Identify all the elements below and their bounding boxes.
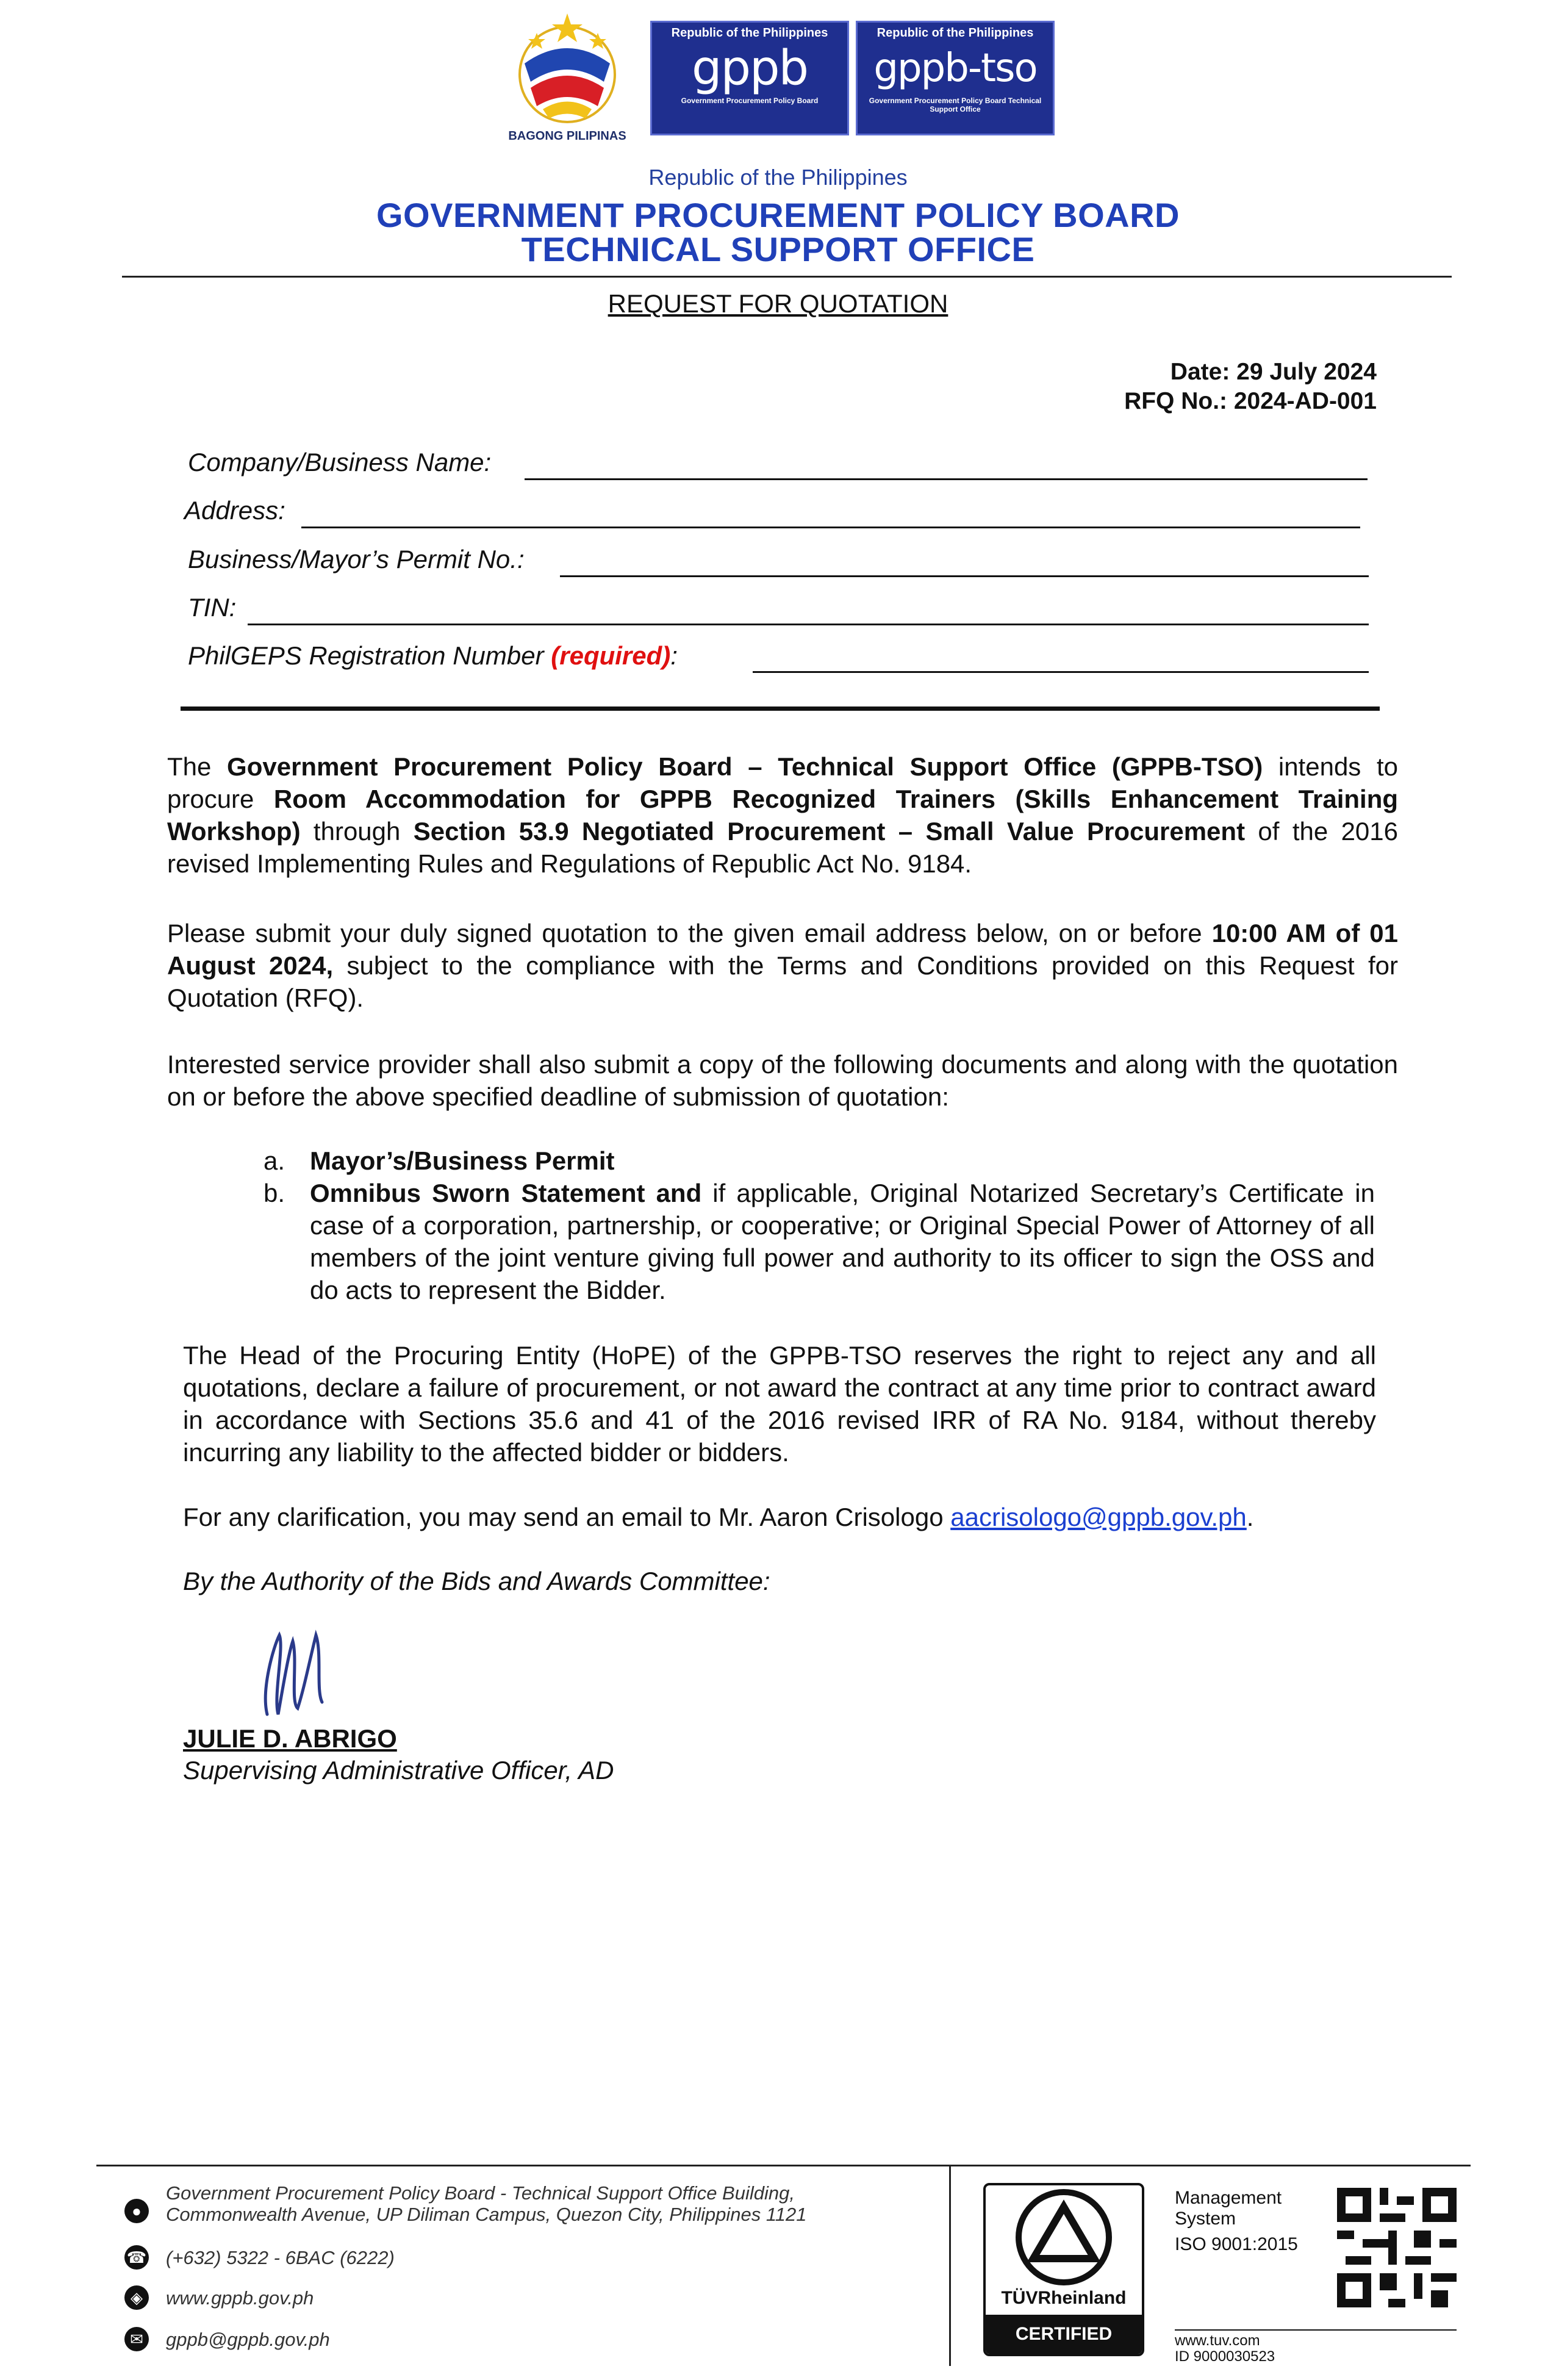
tin-line: [248, 624, 1369, 625]
list-marker-a: a.: [264, 1146, 285, 1175]
phone-icon: ☎: [124, 2245, 149, 2270]
management-system-text: [1175, 2188, 1298, 2255]
p1-mode: Section 53.9 Negotiated Procurement – Small Value Procurement: [413, 817, 1246, 846]
company-name-line: [525, 478, 1368, 480]
p1-text2: intends to procure: [167, 752, 1398, 813]
qr-code-icon: [1337, 2188, 1457, 2307]
gppb-logo: [650, 21, 849, 135]
header-logos: [500, 0, 1049, 153]
permit-line: [560, 575, 1369, 577]
tuv-id-divider: [1175, 2329, 1457, 2331]
ms-line3: ISO 9001:2015: [1175, 2234, 1298, 2254]
philgeps-required: (required): [551, 641, 671, 670]
p1-text3: through: [300, 817, 414, 846]
p1-project: Room Accommodation for GPPB Recognized Trainers (Skills Enhancement Training Workshop): [167, 785, 1398, 846]
footer-divider: [96, 2165, 1471, 2166]
footer-address-line1: Government Procurement Policy Board - Technical Support Office Building,: [166, 2182, 795, 2204]
tuv-certified-label: CERTIFIED: [986, 2315, 1142, 2354]
header-republic: Republic of the Philippines: [648, 165, 908, 190]
tuv-brand: TÜVRheinland: [1001, 2288, 1127, 2308]
authority-line: By the Authority of the Bids and Awards Committee:: [183, 1567, 770, 1595]
tuv-contact: [1175, 2333, 1275, 2365]
header-divider: [122, 276, 1452, 278]
address-line: [301, 527, 1360, 528]
bagong-pilipinas-label: BAGONG PILIPINAS: [508, 129, 626, 143]
header-agency-line2: TECHNICAL SUPPORT OFFICE: [521, 230, 1035, 268]
list-item-a: Mayor’s/Business Permit: [310, 1146, 615, 1175]
footer-phone: (+632) 5322 - 6BAC (6222): [166, 2247, 395, 2268]
signatory-name: JULIE D. ABRIGO: [183, 1724, 397, 1753]
signatory-position: Supervising Administrative Officer, AD: [183, 1756, 614, 1785]
submission-paragraph: [167, 917, 1398, 1014]
ms-line1: Management: [1175, 2188, 1282, 2208]
footer-vertical-divider: [949, 2165, 951, 2366]
documents-paragraph: Interested service provider shall also submit a copy of the following documents and along with the quotation on or before the above specified deadline of submission of quotation:: [167, 1050, 1398, 1111]
permit-label: Business/Mayor’s Permit No.:: [188, 545, 525, 573]
philgeps-colon: :: [670, 641, 678, 670]
contact-email-link[interactable]: aacrisologo@gppb.gov.ph: [950, 1503, 1247, 1531]
p5-text: For any clarification, you may send an email to Mr. Aaron Crisologo: [183, 1503, 951, 1531]
gppb-tso-logo: [856, 21, 1055, 135]
philgeps-line: [753, 671, 1369, 673]
list-item-b-bold: Omnibus Sworn Statement and: [310, 1179, 702, 1207]
company-name-label: Company/Business Name:: [188, 448, 492, 476]
gppb-logo-top: Republic of the Philippines: [671, 26, 828, 40]
mail-icon: ✉: [124, 2327, 149, 2351]
ms-line2: System: [1175, 2209, 1236, 2229]
document-rfq-number: RFQ No.: 2024-AD-001: [1124, 388, 1377, 414]
header-agency-line1: GOVERNMENT PROCUREMENT POLICY BOARD: [376, 196, 1180, 234]
tuv-id: ID 9000030523: [1175, 2348, 1275, 2365]
bagong-pilipinas-logo: [500, 9, 634, 131]
tuv-url: www.tuv.com: [1175, 2332, 1260, 2349]
philgeps-label: [188, 641, 678, 670]
gppb-logo-mark: gppb: [691, 41, 808, 96]
gppb-logo-bottom: Government Procurement Policy Board: [681, 96, 819, 105]
tin-label: TIN:: [188, 593, 237, 622]
clarification-paragraph: [183, 1501, 1376, 1533]
list-item-b-text: if applicable, Original Notarized Secretary’s Certificate in case of a corporation, partnership, or cooperative; or Original Special Power of Attorney of all members of the joint venture giving full power and authority to its officer to sign the OSS and do acts to represent the Bidder.: [310, 1179, 1375, 1304]
globe-icon: ◈: [124, 2285, 149, 2310]
footer-email[interactable]: gppb@gppb.gov.ph: [166, 2329, 330, 2350]
p2-deadline: 10:00 AM of 01 August 2024,: [167, 919, 1398, 980]
list-item-b: [310, 1177, 1375, 1306]
address-label: Address:: [184, 496, 285, 525]
tuv-certified-badge: [983, 2183, 1144, 2356]
gppb-tso-logo-bottom: Government Procurement Policy Board Technical Support Office: [869, 96, 1042, 113]
document-date: Date: 29 July 2024: [1170, 359, 1377, 385]
gppb-tso-logo-mark: gppb-tso: [873, 46, 1037, 91]
p1-agency: Government Procurement Policy Board – Technical Support Office (GPPB-TSO): [227, 752, 1263, 781]
p2-text2: subject to the compliance with the Terms and Conditions provided on this Request for Quotation (RFQ).: [167, 951, 1398, 1012]
footer-address-line2: Commonwealth Avenue, UP Diliman Campus, Quezon City, Philippines 1121: [166, 2204, 807, 2225]
p1-text4: of the 2016 revised Implementing Rules and Regulations of Republic Act No. 9184.: [167, 817, 1399, 878]
list-marker-b: b.: [264, 1179, 285, 1207]
footer-website[interactable]: www.gppb.gov.ph: [166, 2287, 314, 2309]
document-title: REQUEST FOR QUOTATION: [608, 289, 948, 318]
intro-paragraph: [167, 750, 1398, 880]
p1-text1: The: [167, 752, 228, 781]
p2-text1: Please submit your duly signed quotation to the given email address below, on or before: [167, 919, 1212, 947]
gppb-tso-logo-top: Republic of the Philippines: [877, 26, 1034, 40]
location-pin-icon: ●: [124, 2199, 149, 2223]
hope-paragraph: The Head of the Procuring Entity (HoPE) of the GPPB-TSO reserves the right to reject any and all quotations, declare a failure of procurement, or not award the contract at any time prior to contract award in accordance with Sections 35.6 and 41 of the 2016 revised IRR of RA No. 9184, without thereby incurring any liability to the affected bidder or bidders.: [183, 1341, 1376, 1467]
signature-image: [255, 1623, 334, 1720]
form-divider: [181, 706, 1380, 711]
p5-period: .: [1246, 1503, 1254, 1531]
philgeps-label-text: PhilGEPS Registration Number: [188, 641, 551, 670]
tuv-triangle-icon: [986, 2185, 1142, 2289]
